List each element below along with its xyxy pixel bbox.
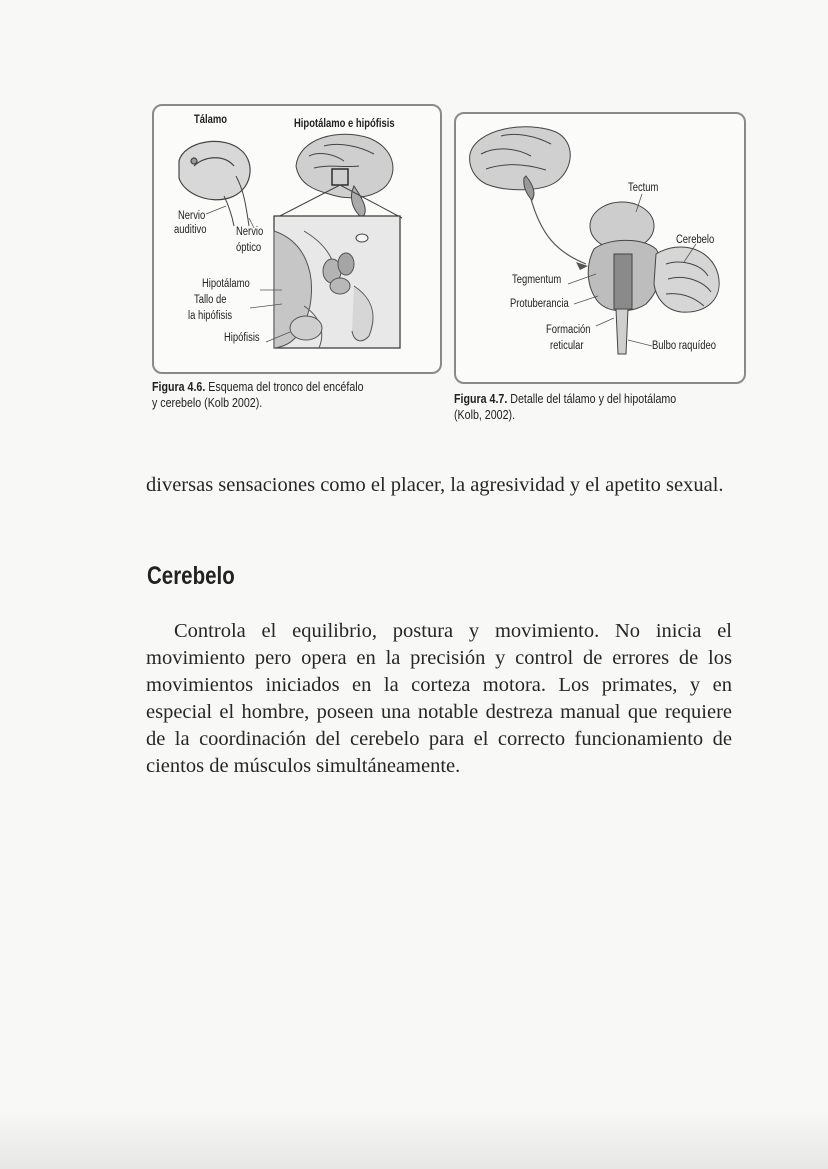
caption-figure-4-7-number: Figura 4.7.	[454, 391, 508, 406]
caption-figure-4-6-number: Figura 4.6.	[152, 379, 206, 394]
label-nervio-auditivo-1: Nervio	[178, 210, 206, 222]
label-cerebelo: Cerebelo	[676, 234, 715, 246]
caption-figure-4-6	[152, 379, 414, 411]
caption-figure-4-6-line2: y cerebelo (Kolb 2002).	[152, 395, 263, 410]
caption-figure-4-7-line2: (Kolb, 2002).	[454, 407, 516, 422]
label-hipotalamo: Hipotálamo	[202, 278, 250, 290]
label-nervio-optico-2: óptico	[236, 242, 262, 254]
label-protuberancia: Protuberancia	[510, 298, 569, 310]
label-nervio-auditivo-2: auditivo	[174, 224, 207, 236]
label-tegmentum: Tegmentum	[512, 274, 562, 286]
label-talamo: Tálamo	[194, 114, 228, 126]
paragraph-cerebelo: Controla el equilibrio, postura y movimiento. No inicia el movimiento pero opera en la precisión y control de errores de los movimientos iniciados en la corteza motora. Los primates, y en especial el hombre, poseen una notable destreza manual que requiere de la coordinación del cerebelo para el correcto funcionamiento de cientos de músculos simultáneamente.	[146, 620, 732, 777]
caption-figure-4-7	[454, 391, 725, 423]
label-hipotalamo-hipofisis: Hipotálamo e hipófisis	[294, 118, 395, 130]
section-heading-cerebelo: Cerebelo	[147, 562, 235, 590]
label-hipofisis: Hipófisis	[224, 332, 260, 344]
paragraph-continuation: diversas sensaciones como el placer, la agresividad y el apetito sexual.	[146, 474, 724, 496]
thalamus-hypothalamus-illustration	[154, 106, 440, 372]
figure-4-6	[152, 104, 442, 374]
caption-figure-4-6-line1: Esquema del tronco del encéfalo	[205, 379, 364, 394]
figure-4-7	[454, 112, 746, 384]
caption-figure-4-7-line1: Detalle del tálamo y del hipotálamo	[507, 391, 677, 406]
label-formacion: Formación	[546, 324, 591, 336]
page-bottom-shadow	[0, 1109, 828, 1169]
label-tallo-de: Tallo de	[194, 294, 227, 306]
label-nervio-optico-1: Nervio	[236, 226, 264, 238]
label-reticular: reticular	[550, 340, 584, 352]
label-la-hipofisis: la hipófisis	[188, 310, 233, 322]
label-bulbo-raquideo: Bulbo raquídeo	[652, 340, 716, 352]
label-tectum: Tectum	[628, 182, 659, 194]
